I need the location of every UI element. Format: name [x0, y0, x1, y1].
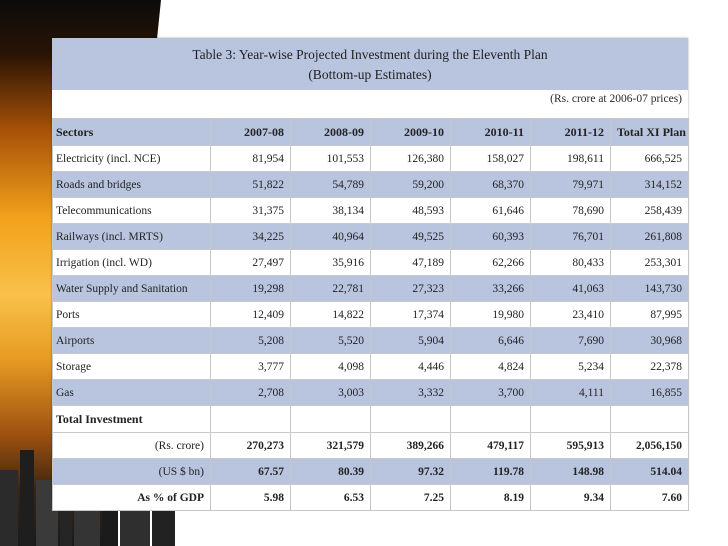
total-row-usd-bn — [53, 459, 689, 485]
table-cell: 78,690 — [531, 198, 611, 224]
total-investment-heading: Total Investment — [53, 406, 211, 433]
table-cell: 48,593 — [371, 198, 451, 224]
table-cell: 3,700 — [451, 380, 531, 406]
sector-name: Irrigation (incl. WD) — [53, 250, 211, 276]
table-row — [53, 302, 689, 328]
total-label: As % of GDP — [53, 485, 211, 511]
table-cell: 17,374 — [371, 302, 451, 328]
table-cell: 62,266 — [451, 250, 531, 276]
table-cell: 79,971 — [531, 172, 611, 198]
table-cell: 7.60 — [611, 485, 689, 511]
table-cell-empty — [371, 406, 451, 433]
table-cell: 16,855 — [611, 380, 689, 406]
table-cell: 49,525 — [371, 224, 451, 250]
table-cell: 81,954 — [211, 146, 291, 172]
table-cell: 198,611 — [531, 146, 611, 172]
table-cell: 8.19 — [451, 485, 531, 511]
header-2009-10: 2009-10 — [371, 119, 451, 146]
table-cell: 253,301 — [611, 250, 689, 276]
header-row — [53, 119, 689, 146]
table-cell: 22,781 — [291, 276, 371, 302]
table-cell: 51,822 — [211, 172, 291, 198]
table-cell: 7,690 — [531, 328, 611, 354]
table-cell: 40,964 — [291, 224, 371, 250]
table-cell: 33,266 — [451, 276, 531, 302]
table-cell: 14,822 — [291, 302, 371, 328]
table-cell: 2,708 — [211, 380, 291, 406]
table-cell: 97.32 — [371, 459, 451, 485]
table-cell: 12,409 — [211, 302, 291, 328]
table-cell: 143,730 — [611, 276, 689, 302]
header-2007-08: 2007-08 — [211, 119, 291, 146]
header-2010-11: 2010-11 — [451, 119, 531, 146]
table-cell: 666,525 — [611, 146, 689, 172]
table-cell: 2,056,150 — [611, 433, 689, 459]
sector-name: Railways (incl. MRTS) — [53, 224, 211, 250]
total-label: (US $ bn) — [53, 459, 211, 485]
table-cell-empty — [211, 406, 291, 433]
table-cell: 258,439 — [611, 198, 689, 224]
table-cell: 54,789 — [291, 172, 371, 198]
table-cell: 19,980 — [451, 302, 531, 328]
table-row — [53, 224, 689, 250]
table-cell: 5,520 — [291, 328, 371, 354]
header-sectors: Sectors — [53, 119, 211, 146]
sector-name: Ports — [53, 302, 211, 328]
table-cell: 23,410 — [531, 302, 611, 328]
table-row — [53, 172, 689, 198]
sector-name: Water Supply and Sanitation — [53, 276, 211, 302]
table-row — [53, 250, 689, 276]
sector-name: Airports — [53, 328, 211, 354]
table-cell: 35,916 — [291, 250, 371, 276]
table-cell: 5,904 — [371, 328, 451, 354]
table-cell: 27,323 — [371, 276, 451, 302]
table-cell: 22,378 — [611, 354, 689, 380]
table-slide — [52, 38, 688, 504]
table-cell-empty — [531, 406, 611, 433]
table-cell: 314,152 — [611, 172, 689, 198]
table-cell: 27,497 — [211, 250, 291, 276]
table-cell: 19,298 — [211, 276, 291, 302]
table-cell: 126,380 — [371, 146, 451, 172]
sector-name: Electricity (incl. NCE) — [53, 146, 211, 172]
sector-name: Roads and bridges — [53, 172, 211, 198]
table-cell: 67.57 — [211, 459, 291, 485]
table-cell: 3,332 — [371, 380, 451, 406]
sector-name: Storage — [53, 354, 211, 380]
table-cell: 76,701 — [531, 224, 611, 250]
table-row — [53, 328, 689, 354]
table-cell: 30,968 — [611, 328, 689, 354]
total-row-pct-gdp — [53, 485, 689, 511]
table-cell: 3,003 — [291, 380, 371, 406]
table-cell: 41,063 — [531, 276, 611, 302]
table-cell-empty — [611, 406, 689, 433]
table-cell: 59,200 — [371, 172, 451, 198]
table-row — [53, 380, 689, 406]
units-note: (Rs. crore at 2006-07 prices) — [550, 93, 682, 105]
table-row — [53, 198, 689, 224]
table-cell: 101,553 — [291, 146, 371, 172]
table-cell: 80.39 — [291, 459, 371, 485]
table-cell: 38,134 — [291, 198, 371, 224]
sector-name: Telecommunications — [53, 198, 211, 224]
table-cell: 80,433 — [531, 250, 611, 276]
table-cell: 31,375 — [211, 198, 291, 224]
table-cell: 261,808 — [611, 224, 689, 250]
table-cell: 60,393 — [451, 224, 531, 250]
table-cell: 47,189 — [371, 250, 451, 276]
table-cell: 479,117 — [451, 433, 531, 459]
header-2008-09: 2008-09 — [291, 119, 371, 146]
table-cell: 34,225 — [211, 224, 291, 250]
table-cell: 270,273 — [211, 433, 291, 459]
total-label: (Rs. crore) — [53, 433, 211, 459]
table-subtitle: (Bottom-up Estimates) — [308, 67, 432, 82]
header-2011-12: 2011-12 — [531, 119, 611, 146]
total-heading-row — [53, 406, 689, 433]
table-title: Table 3: Year-wise Projected Investment during the Eleventh Plan — [192, 47, 548, 62]
table-cell: 514.04 — [611, 459, 689, 485]
table-cell: 595,913 — [531, 433, 611, 459]
table-row — [53, 354, 689, 380]
table-cell: 3,777 — [211, 354, 291, 380]
table-cell-empty — [451, 406, 531, 433]
table-cell: 61,646 — [451, 198, 531, 224]
table-cell: 6,646 — [451, 328, 531, 354]
table-cell: 4,824 — [451, 354, 531, 380]
table-cell: 68,370 — [451, 172, 531, 198]
table-cell: 4,446 — [371, 354, 451, 380]
table-cell: 5,234 — [531, 354, 611, 380]
table-cell: 9.34 — [531, 485, 611, 511]
table-cell: 5.98 — [211, 485, 291, 511]
table-cell: 4,111 — [531, 380, 611, 406]
investment-table — [52, 118, 689, 511]
table-cell: 321,579 — [291, 433, 371, 459]
table-cell: 6.53 — [291, 485, 371, 511]
table-cell: 389,266 — [371, 433, 451, 459]
table-cell: 87,995 — [611, 302, 689, 328]
table-cell: 158,027 — [451, 146, 531, 172]
table-cell: 5,208 — [211, 328, 291, 354]
table-row — [53, 276, 689, 302]
table-cell-empty — [291, 406, 371, 433]
table-cell: 119.78 — [451, 459, 531, 485]
header-total-xi-plan: Total XI Plan — [611, 119, 689, 146]
table-cell: 148.98 — [531, 459, 611, 485]
table-cell: 4,098 — [291, 354, 371, 380]
total-row-rs-crore — [53, 433, 689, 459]
table-cell: 7.25 — [371, 485, 451, 511]
sector-name: Gas — [53, 380, 211, 406]
table-row — [53, 146, 689, 172]
